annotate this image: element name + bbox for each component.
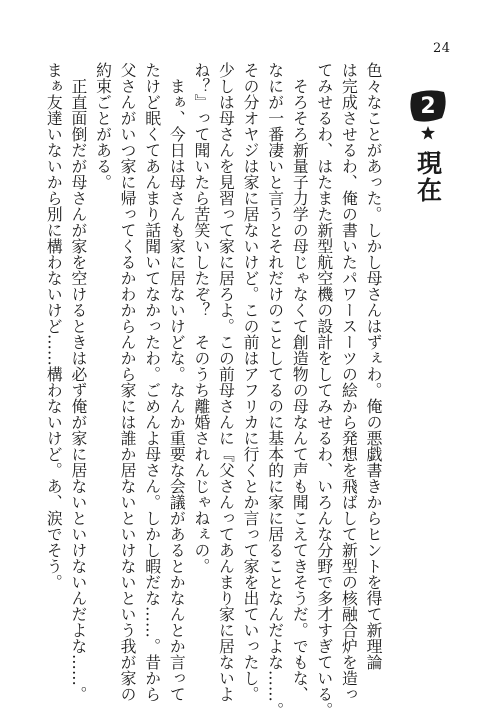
text-line: そろそろ新量子力学の母じゃなくて創造物の母なんて声も聞こえてきそうだ。でもな、 xyxy=(290,62,310,702)
text-line: まぁ友達いないから別に構わないけど……構わないけど。あ、涙でそう。 xyxy=(44,62,64,590)
text-line: まぁ、今日は母さんも家に居ないけどな。なんか重要な会議があるとかなんとか言って xyxy=(167,62,187,702)
text-line: たけど眠くてあんまり話聞いてなかったわ。ごめんよ母さん。しかし暇だな……。昔から xyxy=(142,62,162,702)
svg-text:2: 2 xyxy=(420,94,436,119)
body-text xyxy=(44,62,385,718)
text-line: その分オヤジは家に居ないけど。この前はアフリカに行くとか言って家を出ていったし。 xyxy=(241,62,261,702)
text-line: 正直面倒だが母さんが家を空けるときは必ず俺が家に居ないといけないんだよな……。 xyxy=(68,62,88,702)
star-icon xyxy=(421,126,435,140)
chapter-number-badge-icon xyxy=(408,88,448,124)
text-line: は完成させるわ、俺の書いたパワースーツの絵から発想を飛ばして新型の核融合炉を造っ xyxy=(339,62,359,702)
page-number: 24 xyxy=(433,41,451,56)
text-line: なにが一番凄いと言うとそれだけのことしてるのに基本的に家に居ることなんだよな……。 xyxy=(265,62,285,718)
text-line: てみせるわ、はたまた新型航空機の設計をしてみせるわ、いろんな分野で多才すぎている。 xyxy=(314,62,334,718)
text-line: 父さんがいつ家に帰ってくるかわからんから家には誰か居ないといけないという我が家の xyxy=(118,62,138,702)
chapter-heading xyxy=(406,88,450,204)
text-line: 色々なことがあった。しかし母さんはずぇわ。俺の悪戯書きからヒントを得て新理論 xyxy=(364,62,383,670)
text-line: 約束ごとがある。 xyxy=(93,62,113,190)
chapter-title: 現在 xyxy=(413,150,443,204)
text-line: ね？』って聞いたら苦笑いしたぞ？ そのうち離婚されんじゃねぇの。 xyxy=(191,62,211,574)
text-line: 少しは母さんを見習って家に居ろよ。この前母さんに『父さんってあんまり家に居ないよ xyxy=(216,62,236,702)
